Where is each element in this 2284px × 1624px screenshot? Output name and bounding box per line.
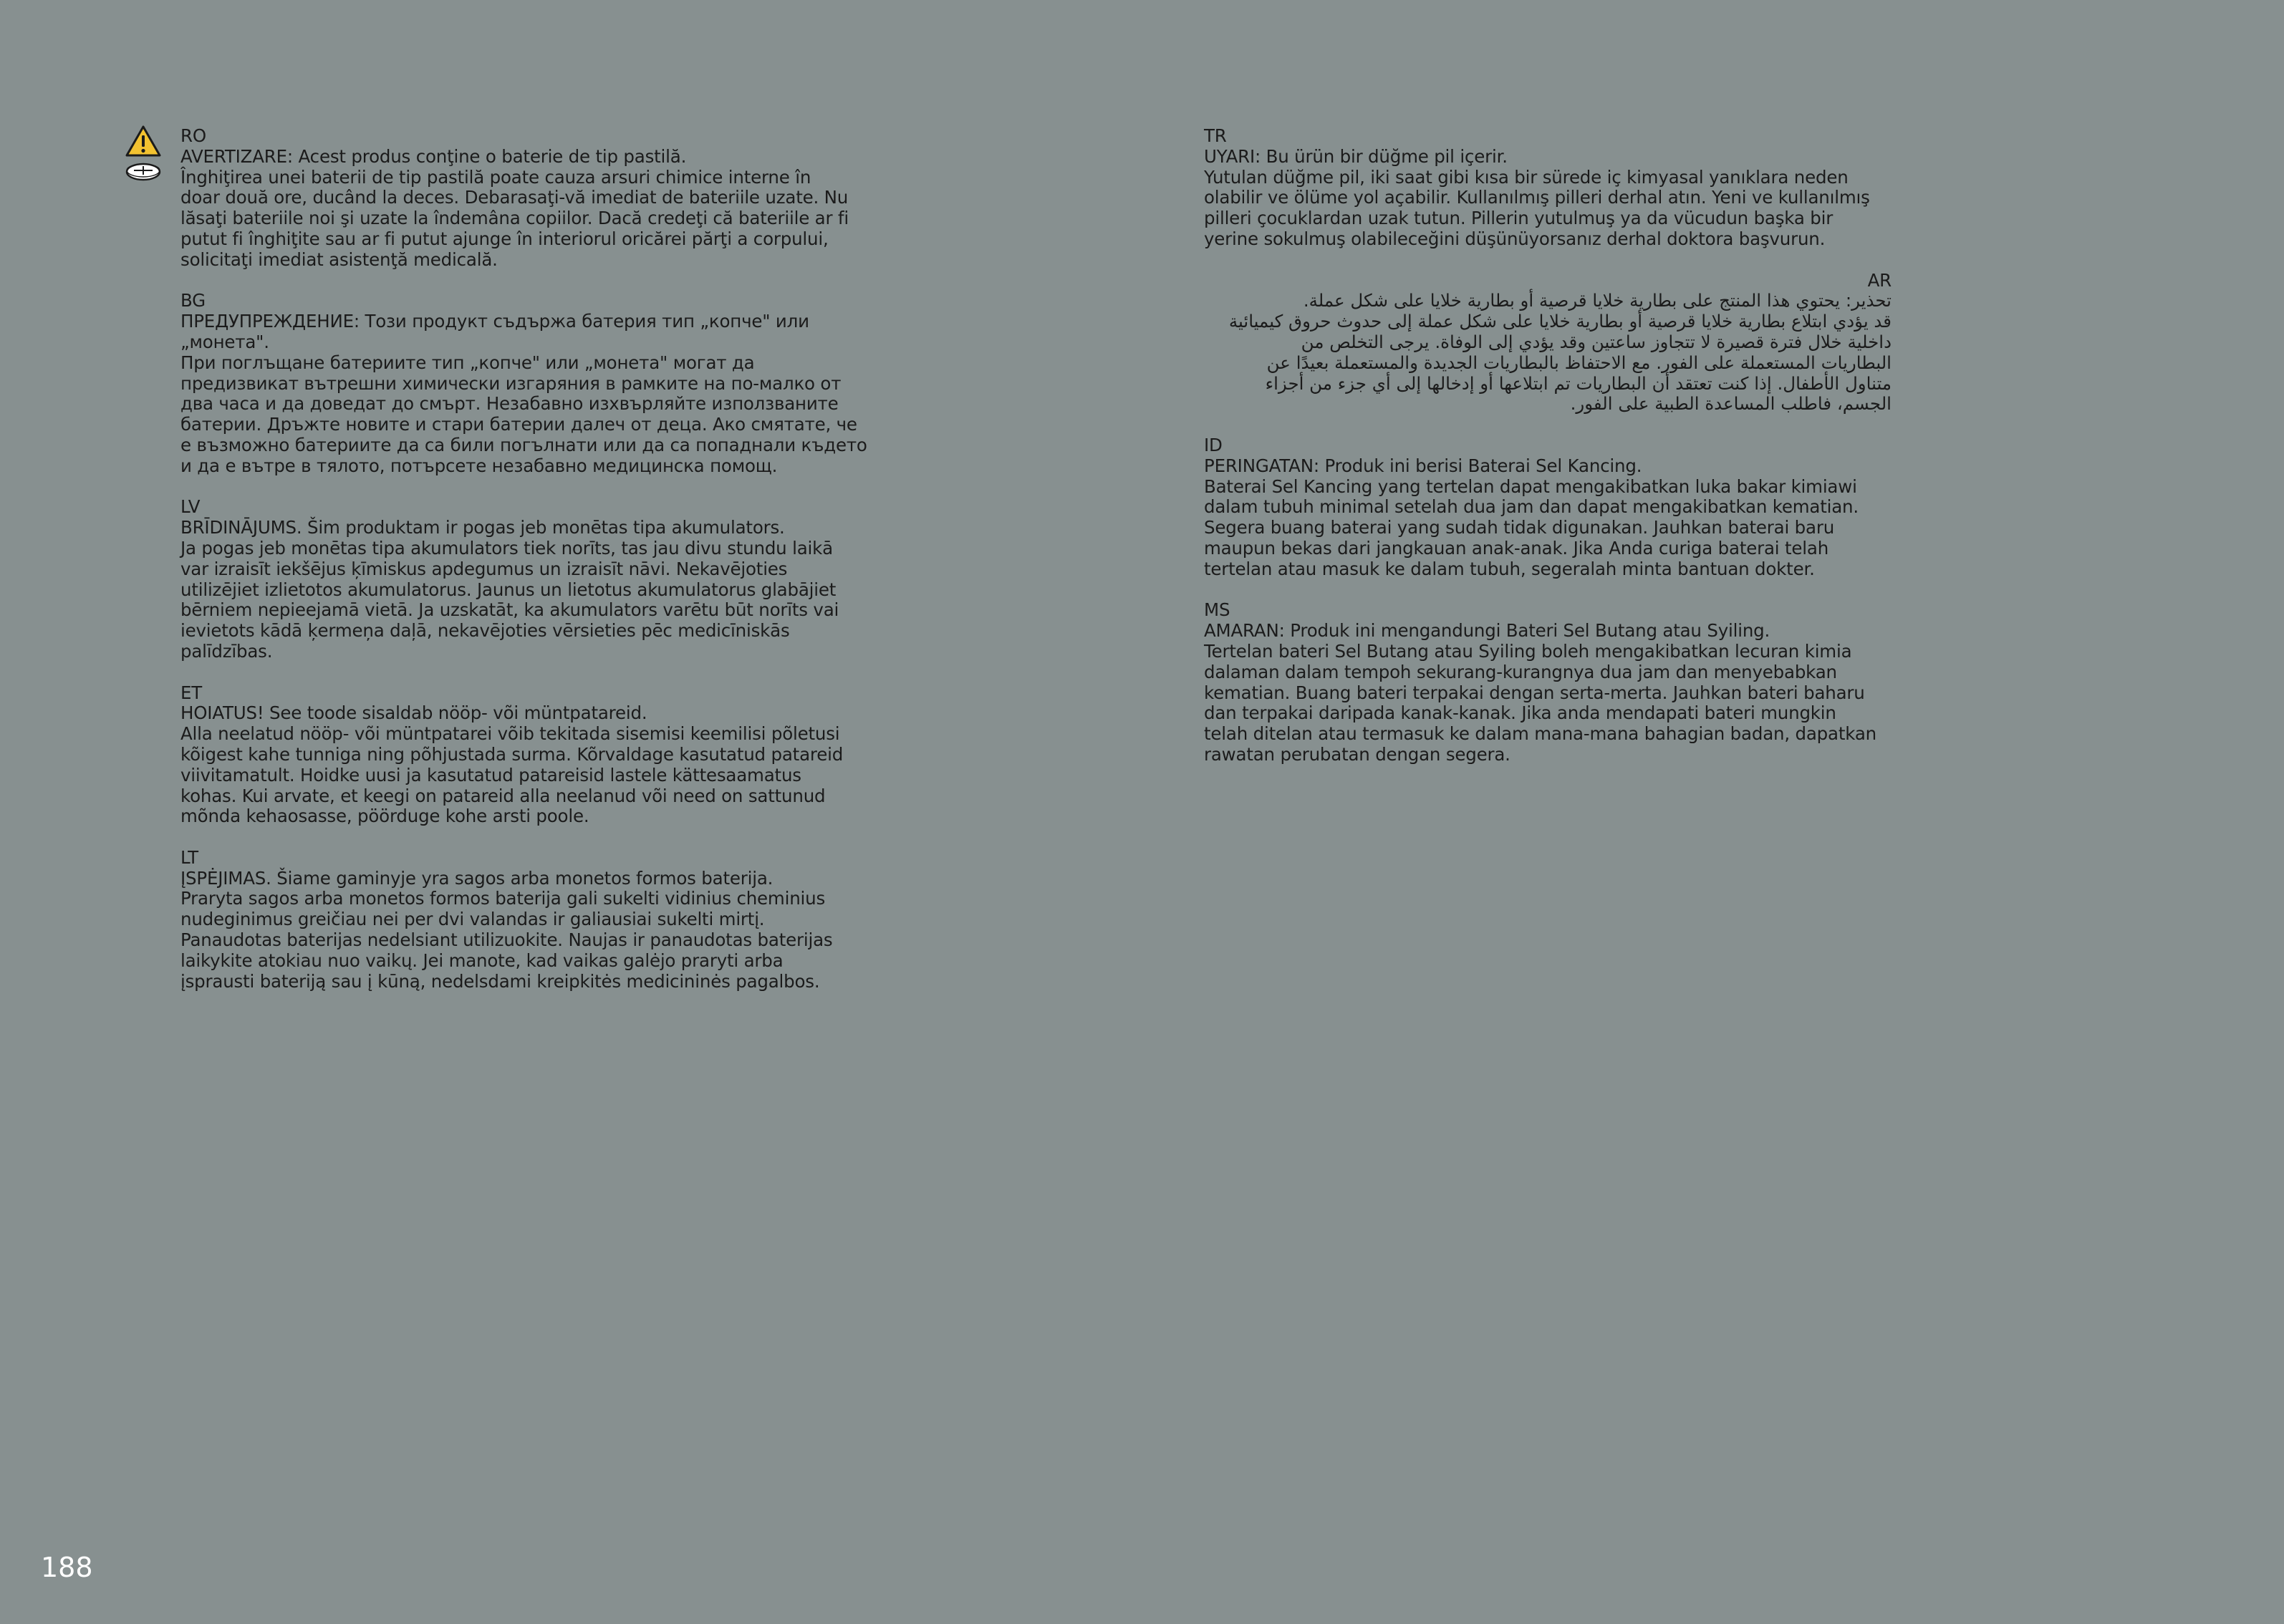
warning-section-ro — [180, 126, 879, 271]
language-code: LT — [180, 846, 198, 868]
warning-line: dalam tubuh minimal setelah dua jam dan dapat mengakibatkan kematian. — [1204, 496, 1859, 518]
warning-line: palīdzības. — [180, 640, 273, 662]
warning-line: kohas. Kui arvate, et keegi on patareid alla neelanud või need on sattunud — [180, 785, 826, 806]
warning-line: Baterai Sel Kancing yang tertelan dapat mengakibatkan luka bakar kimiawi — [1204, 475, 1857, 497]
warning-section-et — [180, 683, 879, 828]
warning-section-id — [1204, 435, 1892, 580]
warning-heading: UYARI: Bu ürün bir düğme pil içerir. — [1204, 145, 1508, 167]
warning-line: maupun bekas dari jangkauan anak-anak. Jika Anda curiga baterai telah — [1204, 537, 1829, 559]
warning-line: متناول الأطفال. إذا كنت تعتقد أن البطاريات تم ابتلاعها أو إدخالها إلى أي جزء من أجزاء — [1265, 372, 1892, 394]
warning-heading: تحذير: يحتوي هذا المنتج على بطارية خلايا قرصية أو بطارية خلايا على شكل عملة. — [1303, 290, 1892, 311]
warning-line: При поглъщане батериите тип „копче" или „монета" могат да — [180, 352, 755, 373]
warning-line: Segera buang baterai yang sudah tidak digunakan. Jauhkan baterai baru — [1204, 517, 1835, 538]
warning-section-tr — [1204, 126, 1892, 250]
right-column — [1204, 126, 1892, 786]
warning-line: الجسم، فاطلب المساعدة الطبية على الفور. — [1570, 393, 1892, 415]
warning-line: dalaman dalam tempoh sekurang-kurangnya dua jam dan menyebabkan — [1204, 661, 1837, 682]
coin-battery-icon — [125, 160, 162, 183]
warning-section-ms — [1204, 600, 1892, 765]
warning-icons — [125, 125, 165, 183]
warning-line: и да е вътре в тялото, потърсете незабавно медицинска помощ. — [180, 455, 778, 476]
page-number: 188 — [41, 1552, 93, 1583]
warning-section-bg — [180, 291, 879, 476]
warning-line: батерии. Дръжте новите и стари батерии далеч от деца. Ако смятате, че — [180, 414, 857, 435]
warning-line: lăsaţi bateriile noi şi uzate la îndemâna copiilor. Dacă credeţi că bateriile ar fi — [180, 208, 849, 229]
warning-line: nudeginimus greičiau nei per dvi valandas ir galiausiai sukelti mirtį. — [180, 909, 765, 930]
warning-heading: ПРЕДУПРЕЖДЕНИЕ: Този продукт съдържа батерия тип „копче" или — [180, 311, 809, 332]
warning-section-lv — [180, 497, 879, 662]
warning-line: البطاريات المستعملة على الفور. مع الاحتفاظ بالبطاريات الجديدة والمستعملة بعيدًا عن — [1266, 352, 1892, 373]
warning-line: rawatan perubatan dengan segera. — [1204, 743, 1510, 765]
warning-line: putut fi înghiţite sau ar fi putut ajunge în interiorul oricărei părţi a corpului, — [180, 228, 829, 249]
language-code: AR — [1867, 269, 1892, 291]
warning-line: solicitaţi imediat asistenţă medicală. — [180, 248, 498, 270]
warning-line: dan terpakai daripada kanak-kanak. Jika anda mendapati bateri mungkin — [1204, 702, 1836, 724]
warning-line: kematian. Buang bateri terpakai dengan serta-merta. Jauhkan bateri baharu — [1204, 682, 1865, 703]
warning-line: Ja pogas jeb monētas tipa akumulators tiek norīts, tas jau divu stundu laikā — [180, 537, 833, 559]
warning-line: предизвикат вътрешни химически изгаряния в рамките на по-малко от — [180, 372, 842, 394]
warning-line: Înghiţirea unei baterii de tip pastilă poate cauza arsuri chimice interne în — [180, 166, 811, 188]
warning-line: utilizējiet izlietotos akumulatorus. Jaunus un lietotus akumulatorus glabājiet — [180, 579, 837, 600]
language-code: ET — [180, 682, 203, 703]
warning-line: tertelan atau masuk ke dalam tubuh, segeralah minta bantuan dokter. — [1204, 558, 1815, 579]
warning-line: var izraisīt iekšējus ķīmiskus apdegumus un izraisīt nāvi. Nekavējoties — [180, 558, 788, 579]
warning-line: Panaudotas baterijas nedelsiant utilizuokite. Naujas ir panaudotas baterijas — [180, 929, 833, 951]
warning-line: ievietots kādā ķermeņa daļā, nekavējoties vērsieties pēc medicīniskās — [180, 620, 790, 642]
warning-section-ar — [1204, 271, 1892, 415]
warning-line: два часа и да доведат до смърт. Незабавно изхвърляйте използваните — [180, 393, 839, 415]
warning-line: داخلية خلال فترة قصيرة لا تتجاوز ساعتين وقد يؤدي إلى الوفاة. يرجى التخلص من — [1301, 331, 1892, 352]
warning-line: įsprausti bateriją sau į kūną, nedelsdami kreipkitės medicininės pagalbos. — [180, 970, 820, 992]
warning-section-lt — [180, 848, 879, 992]
warning-line: doar două ore, ducând la deces. Debarasaţi-vă imediat de bateriile uzate. Nu — [180, 187, 849, 208]
language-code: ID — [1204, 434, 1223, 455]
warning-heading: BRĪDINĀJUMS. Šim produktam ir pogas jeb monētas tipa akumulators. — [180, 517, 785, 538]
warning-line: kõigest kahe tunniga ning põhjustada surma. Kõrvaldage kasutatud patareid — [180, 743, 844, 765]
warning-line: viivitamatult. Hoidke uusi ja kasutatud patareisid lastele kättesaamatus — [180, 764, 801, 786]
warning-line: قد يؤدي ابتلاع بطارية خلايا قرصية أو بطارية خلايا على شكل عملة إلى حدوث حروق كيميائية — [1228, 311, 1892, 332]
warning-line: telah ditelan atau termasuk ke dalam mana-mana bahagian badan, dapatkan — [1204, 723, 1876, 745]
warning-heading: AMARAN: Produk ini mengandungi Bateri Sel Butang atau Syiling. — [1204, 620, 1770, 642]
language-code: MS — [1204, 599, 1230, 621]
warning-heading: ĮSPĖJIMAS. Šiame gaminyje yra sagos arba monetos formos baterija. — [180, 867, 774, 889]
warning-line: laikykite atokiau nuo vaikų. Jei manote, kad vaikas galėjo praryti arba — [180, 949, 784, 971]
warning-heading: PERINGATAN: Produk ini berisi Baterai Sel Kancing. — [1204, 455, 1642, 476]
warning-heading: AVERTIZARE: Acest produs conţine o baterie de tip pastilă. — [180, 145, 687, 167]
warning-line: Tertelan bateri Sel Butang atau Syiling boleh mengakibatkan lecuran kimia — [1204, 640, 1852, 662]
language-code: RO — [180, 125, 206, 146]
warning-line: yerine sokulmuş olabileceğini düşünüyorsanız derhal doktora başvurun. — [1204, 228, 1826, 249]
warning-line: mõnda kehaosasse, pöörduge kohe arsti poole. — [180, 806, 589, 827]
language-code: TR — [1204, 125, 1227, 146]
warning-line: Yutulan düğme pil, iki saat gibi kısa bir sürede iç kimyasal yanıklara neden — [1204, 166, 1849, 188]
warning-triangle-icon — [125, 125, 162, 158]
language-code: LV — [180, 496, 201, 518]
warning-line: е възможно батериите да са били погълнати или да са попаднали където — [180, 434, 867, 455]
warning-line: olabilir ve ölüme yol açabilir. Kullanılmış pilleri derhal atın. Yeni ve kullanılmış — [1204, 187, 1870, 208]
warning-heading: HOIATUS! See toode sisaldab nööp- või müntpatareid. — [180, 702, 647, 724]
warning-line: pilleri çocuklardan uzak tutun. Pillerin yutulmuş ya da vücudun başka bir — [1204, 208, 1834, 229]
warning-line: bērniem nepieejamā vietā. Ja uzskatāt, ka akumulators varētu būt norīts vai — [180, 599, 839, 621]
warning-line: „монета". — [180, 331, 269, 352]
language-code: BG — [180, 290, 206, 311]
warning-line: Praryta sagos arba monetos formos baterija gali sukelti vidinius cheminius — [180, 888, 826, 909]
warning-line: Alla neelatud nööp- või müntpatarei võib tekitada sisemisi keemilisi põletusi — [180, 723, 840, 745]
left-column — [180, 126, 879, 1012]
